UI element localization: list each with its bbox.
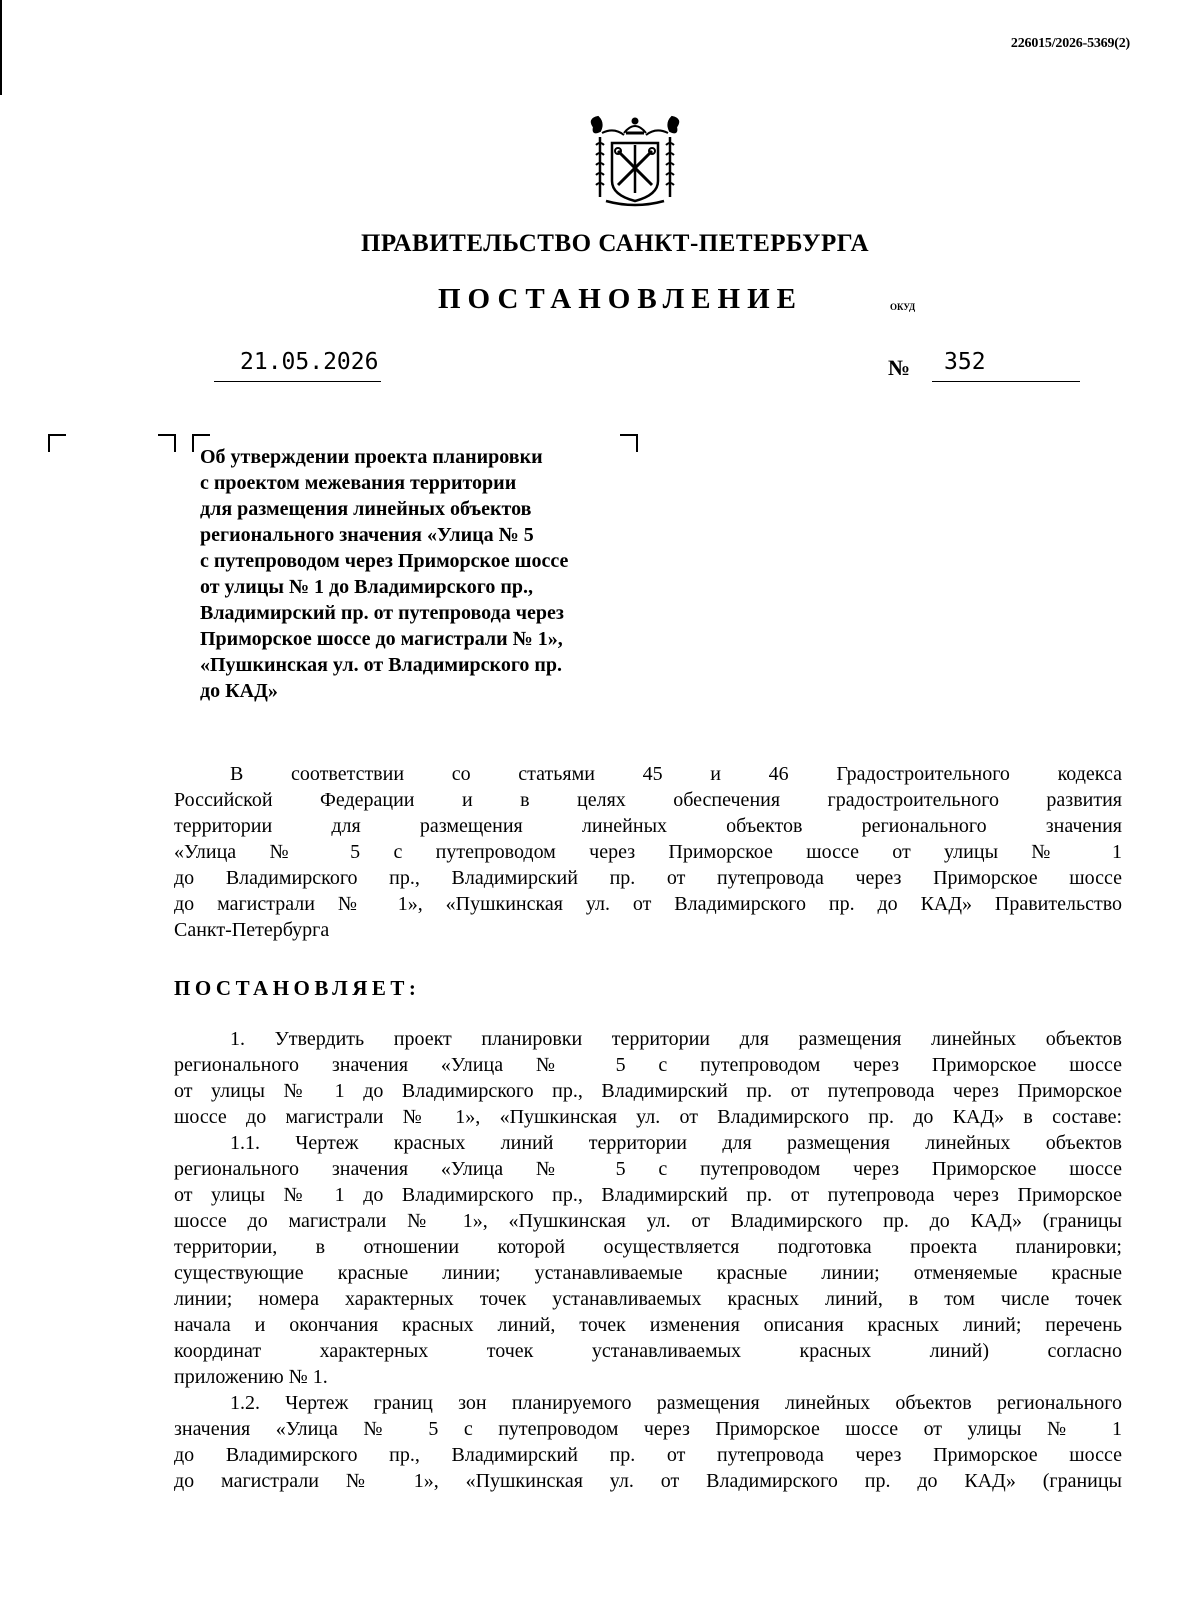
subject-line: для размещения линейных объектов: [200, 498, 532, 520]
text-line: [174, 1182, 1122, 1208]
subject-heading: [200, 444, 660, 704]
preamble-paragraph: [174, 761, 1122, 943]
subject-line: «Пушкинская ул. от Владимирского пр.: [200, 654, 563, 676]
subject-line: с проектом межевания территории: [200, 472, 517, 494]
number-underline: [932, 381, 1080, 382]
decree-heading: ПОСТАНОВЛЯЕТ:: [174, 976, 421, 1000]
text-line: Санкт-Петербурга: [174, 919, 330, 941]
text-line: В соответствии со статьями 45 и 46 Градостроительного кодекса: [230, 763, 1122, 785]
text-line: от улицы № 1 до Владимирского пр., Владимирский пр. от путепровода через Приморское: [174, 1080, 1122, 1102]
number-label: №: [888, 355, 911, 380]
subject-line: до КАД»: [200, 680, 278, 702]
item-1-paragraph: [174, 1026, 1122, 1130]
item-1-1-paragraph: [174, 1130, 1122, 1390]
text-fragment: Приморское: [1017, 1184, 1123, 1206]
text-line: до магистрали № 1», «Пушкинская ул. от Владимирского пр. до КАД» Правительство: [174, 893, 1122, 915]
text-line: до Владимирского пр., Владимирский пр. от путепровода через Приморское шоссе: [174, 867, 1122, 889]
text-line: 1.1. Чертеж красных линий территории для размещения линейных объектов: [230, 1132, 1122, 1154]
okud-label: ОКУД: [890, 302, 916, 312]
corner-mark-left: [48, 434, 66, 452]
subject-line: Приморское шоссе до магистрали № 1»,: [200, 628, 563, 650]
item-1-2-paragraph: [174, 1390, 1122, 1494]
text-line: 1.2. Чертеж границ зон планируемого размещения линейных объектов регионального: [230, 1392, 1122, 1414]
text-line: территории, в отношении которой осуществляется подготовка проекта планировки;: [174, 1236, 1122, 1258]
text-line: Российской Федерации и в целях обеспечения градостроительного развития: [174, 789, 1122, 811]
text-line: регионального значения «Улица № 5 с путепроводом через Приморское шоссе: [174, 1158, 1122, 1180]
text-line: «Улица № 5 с путепроводом через Приморское шоссе от улицы № 1: [174, 841, 1122, 863]
text-line: начала и окончания красных линий, точек изменения описания красных линий; перечень: [174, 1314, 1122, 1336]
text-line: линии; номера характерных точек устанавливаемых красных линий, в том числе точек: [174, 1288, 1122, 1310]
coat-of-arms-icon: [584, 115, 686, 207]
text-line: до Владимирского пр., Владимирский пр. от путепровода через Приморское шоссе: [174, 1444, 1122, 1466]
text-line: территории для размещения линейных объектов регионального значения: [174, 815, 1122, 837]
text-fragment: от улицы № 1 до Владимирского пр., Владимирский пр. от путепровода через: [174, 1184, 999, 1206]
government-title: ПРАВИТЕЛЬСТВО САНКТ-ПЕТЕРБУРГА: [360, 230, 870, 257]
subject-line: от улицы № 1 до Владимирского пр.,: [200, 576, 533, 598]
subject-line: Об утверждении проекта планировки: [200, 446, 543, 468]
corner-mark: [158, 434, 176, 452]
text-line: до магистрали № 1», «Пушкинская ул. от Владимирского пр. до КАД» (границы: [174, 1470, 1122, 1492]
text-line: существующие красные линии; устанавливаемые красные линии; отменяемые красные: [174, 1262, 1122, 1284]
date-underline: [214, 381, 381, 382]
text-line: значения «Улица № 5 с путепроводом через Приморское шоссе от улицы № 1: [174, 1418, 1122, 1440]
subject-line: Владимирский пр. от путепровода через: [200, 602, 564, 624]
text-line: регионального значения «Улица № 5 с путепроводом через Приморское шоссе: [174, 1054, 1122, 1076]
document-type-title: ПОСТАНОВЛЕНИЕ: [438, 283, 804, 315]
document-code: 226015/2026-5369(2): [1010, 36, 1130, 51]
text-line: 1. Утвердить проект планировки территории для размещения линейных объектов: [230, 1028, 1122, 1050]
subject-line: регионального значения «Улица № 5: [200, 524, 534, 546]
subject-line: с путепроводом через Приморское шоссе: [200, 550, 569, 572]
text-line: шоссе до магистрали № 1», «Пушкинская ул. от Владимирского пр. до КАД» в составе:: [174, 1106, 1122, 1128]
text-line: приложению № 1.: [174, 1366, 328, 1388]
text-line: координат характерных точек устанавливаемых красных линий) согласно: [174, 1340, 1122, 1362]
document-number: 352: [944, 349, 986, 375]
document-date: 21.05.2026: [240, 349, 379, 375]
text-line: шоссе до магистрали № 1», «Пушкинская ул. от Владимирского пр. до КАД» (границы: [174, 1210, 1122, 1232]
page-edge-rule: [0, 0, 2, 95]
